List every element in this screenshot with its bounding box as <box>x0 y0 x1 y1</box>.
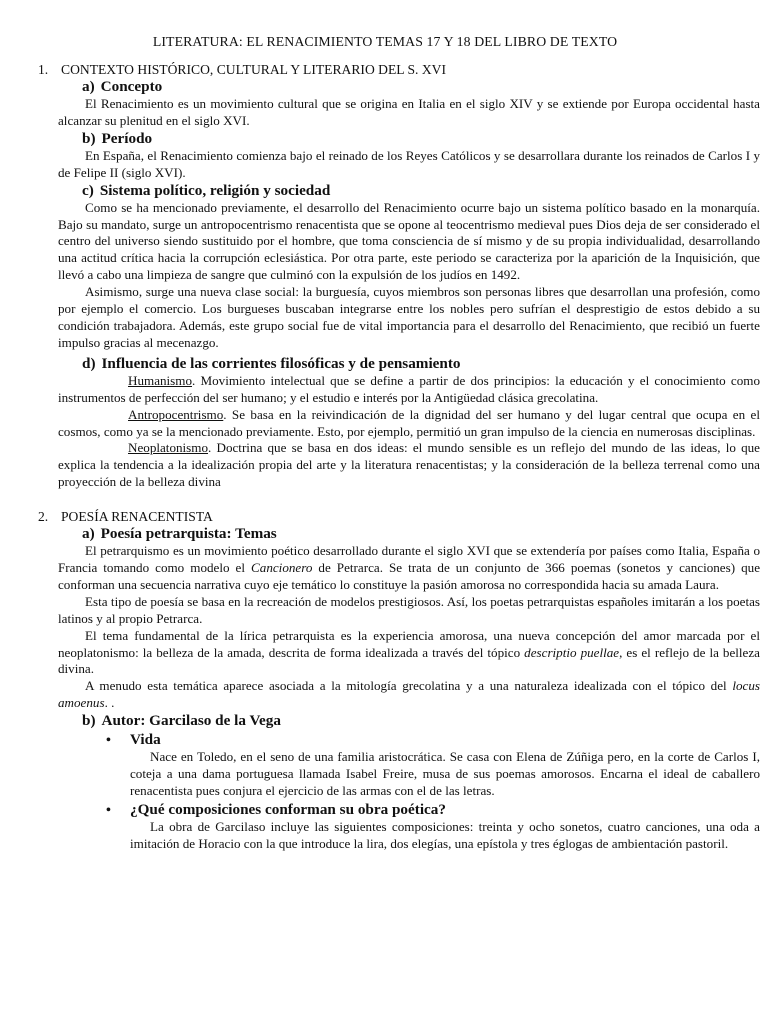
paragraph: En España, el Renacimiento comienza bajo el reinado de los Reyes Católicos y se desarrollara durante los reinados de Carlos I y de Felipe II (siglo XVI). <box>58 147 760 180</box>
subsection-title: Autor: Garcilaso de la Vega <box>101 712 281 730</box>
text-run: , es el reflejo de la belleza divina. <box>58 644 760 677</box>
section-1-title: CONTEXTO HISTÓRICO, CULTURAL Y LITERARIO DEL S. XVI <box>61 62 447 77</box>
paragraph <box>58 628 760 679</box>
definition-antropocentrismo <box>58 407 760 441</box>
subsection-sistema <box>58 182 760 200</box>
subsection-title: Sistema político, religión y sociedad <box>99 181 331 199</box>
subsection-label: b) <box>82 712 96 730</box>
section-2-title: POESÍA RENACENTISTA <box>61 509 213 525</box>
term-neoplatonismo: Neoplatonismo <box>128 440 209 456</box>
definition-neoplatonismo <box>58 440 760 491</box>
section-2-number: 2. <box>38 509 49 525</box>
bullet-vida <box>58 731 760 749</box>
subsection-label: d) <box>82 354 96 372</box>
term-antropocentrismo: Antropocentrismo <box>128 406 224 422</box>
text-run: de Petrarca. Se trata de un conjunto de 366 poemas (sonetos y canciones) que conforman una secuencia narrativa cuyo eje temático lo constituye la pasión amorosa no correspondida hacia su amada Laura. <box>58 560 761 592</box>
paragraph: El Renacimiento es un movimiento cultural que se origina en Italia en el siglo XIV y se extiende por Europa occidental hasta alcanzar su plenitud en el siglo XVI. <box>58 96 760 128</box>
section-1-number: 1. <box>38 62 49 77</box>
subsection-concepto <box>58 78 760 96</box>
bullet-icon: • <box>106 802 111 818</box>
subsection-label: b) <box>82 129 96 147</box>
text-run: . . <box>104 695 115 711</box>
subsection-label: a) <box>82 525 95 543</box>
subsection-influencia <box>58 355 760 373</box>
paragraph: La obra de Garcilaso incluye las siguientes composiciones: treinta y ocho sonetos, cuatro canciones, una oda a imitación de Horacio con la que introduce la lira, dos elegías, una epístola y tres églogas de ambientación pastoril. <box>130 818 760 851</box>
paragraph: Asimismo, surge una nueva clase social: la burguesía, cuyos miembros son personas libres que desarrollan una profesión, como por ejemplo el comercio. Los burgueses buscaban integrarse entre los nobles pero sufrían el desprestigio de estos debido a su condición trabajadora. Además, este grupo social fue de vital importancia para el desarrollo del Renacimiento, que recibió un fuerte impulso gracias al mecenazgo. <box>58 284 760 350</box>
paragraph <box>58 678 760 712</box>
subsection-title: Influencia de las corrientes filosóficas y de pensamiento <box>101 354 461 372</box>
subsection-title: Poesía petrarquista: Temas <box>100 525 277 543</box>
paragraph: Como se ha mencionado previamente, el desarrollo del Renacimiento ocurre bajo un sistema político basado en la monarquía. Bajo su mandato, surge un antropocentrismo renacentista que se opone al teocentrismo medieval pues Dios deja de ser considerado el centro del universo siendo sustituido por el hombre, que toma consciencia de sí mismo y de su propia individualidad, desarrollando una actitud crítica hacia la corrupción eclesiástica. Por otra parte, este periodo se caracteriza por la aparición de la Inquisición, que llevó a cabo una limpieza de sangre que culminó con la expulsión de los judíos en 1492. <box>58 199 760 283</box>
text-run: A menudo esta temática aparece asociada a la mitología grecolatina y a una naturaleza idealizada con el tópico del <box>85 678 733 694</box>
subsection-title: Concepto <box>100 78 163 95</box>
definition-text: . Se basa en la reivindicación de la dignidad del ser humano y del lugar central que ocupa en el cosmos, como ya se la mencionado previamente. Esto, por ejemplo, permitió un gran impulso de la ciencia en numerosas disciplinas. <box>58 406 760 439</box>
italic-title: Cancionero <box>251 560 313 576</box>
section-1-heading <box>38 62 760 78</box>
bullet-title: ¿Qué composiciones conforman su obra poética? <box>130 800 446 818</box>
subsection-autor <box>58 712 760 730</box>
bullet-title: Vida <box>130 731 161 749</box>
paragraph <box>130 749 760 800</box>
text-run: Nace en Toledo, en el seno de una familia aristocrática. Se casa con Elena de Zúñiga pero, en la corte de Carlos I, coteja a una dama portuguesa llamada Isabel Freire, musa de sus poemas amorosos. Encarna el ideal de caballero renacentista pues conjura el ejercicio de las armas con el de las letras. <box>130 749 760 798</box>
text-run: El tema fundamental de la lírica petrarquista es la experiencia amorosa, una nueva concepción del amor marcada por el neoplatonismo: la belleza de la amada, descrita de forma idealizada a través del tópico <box>58 627 760 660</box>
bullet-body <box>58 749 760 800</box>
subsection-label: c) <box>82 181 94 199</box>
text-run: El petrarquismo es un movimiento poético desarrollado durante el siglo XVI que se extendería por países como Italia, España o Francia tomando como modelo el <box>58 543 760 576</box>
italic-term: descriptio puellae <box>524 644 620 660</box>
subsection-label: a) <box>82 78 95 95</box>
subsection-title: Período <box>101 129 153 147</box>
subsection-poesia-petrarquista <box>58 525 760 543</box>
term-humanismo: Humanismo <box>128 372 193 388</box>
paragraph <box>58 543 760 594</box>
bullet-obra <box>58 801 760 819</box>
subsection-periodo <box>58 130 760 148</box>
section-2-heading <box>38 509 760 525</box>
document-title: LITERATURA: EL RENACIMIENTO TEMAS 17 Y 18 DEL LIBRO DE TEXTO <box>152 34 618 49</box>
bullet-body <box>58 819 760 853</box>
definition-humanismo <box>58 373 760 407</box>
bullet-icon: • <box>106 733 111 749</box>
definition-text: . Doctrina que se basa en dos ideas: el mundo sensible es un reflejo del mundo de las ideas, lo que explica la tendencia a la idealización propia del arte y la literatura renacentistas; y la consideración de la belleza terrenal como una proyección de la belleza divina <box>58 440 760 490</box>
definition-text: . Movimiento intelectual que se define a partir de dos principios: la educación y el conocimiento como instrumentos de perfección del ser humano; y el estudio e interés por la Antigüedad clásica grecolatina. <box>58 372 760 405</box>
italic-term: locus amoenus <box>58 678 760 711</box>
paragraph: Esta tipo de poesía se basa en la recreación de modelos prestigiosos. Así, los poetas petrarquistas españoles imitarán a los poetas latinos y al propio Petrarca. <box>58 593 760 626</box>
